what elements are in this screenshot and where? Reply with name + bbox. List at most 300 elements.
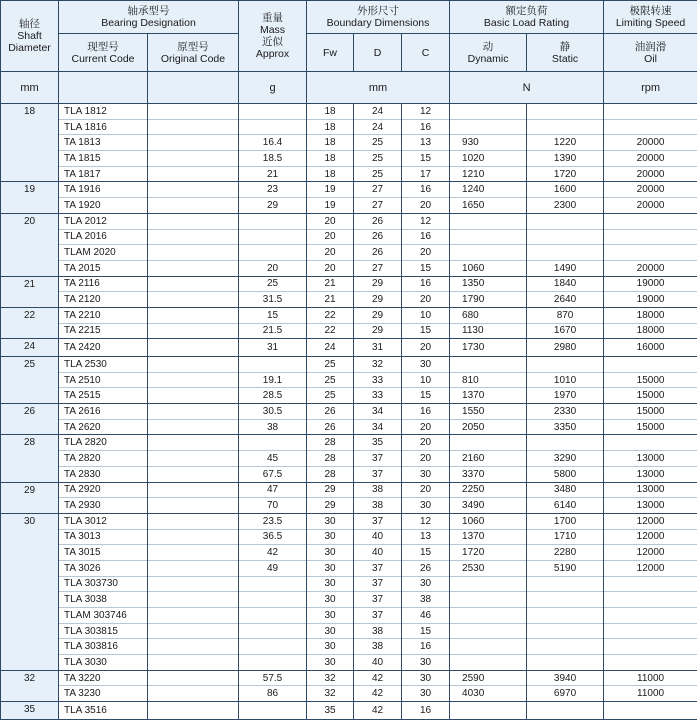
mass-cell: 20 <box>239 260 307 276</box>
c-cell: 16 <box>402 229 450 245</box>
static-load-cell: 3940 <box>527 670 604 686</box>
fw-cell: 29 <box>307 498 354 514</box>
table-row <box>1 529 697 545</box>
static-load-cell <box>527 576 604 592</box>
mass-cell <box>239 119 307 135</box>
d-cell: 29 <box>354 292 402 308</box>
current-code-cell: TLA 2530 <box>59 357 148 373</box>
oil-speed-cell: 12000 <box>604 513 697 529</box>
mass-cell <box>239 702 307 720</box>
basic-load-rating-header <box>450 1 604 34</box>
mass-cell: 28.5 <box>239 388 307 404</box>
fw-cell: 35 <box>307 702 354 720</box>
table-row <box>1 151 697 167</box>
fw-cell: 32 <box>307 686 354 702</box>
original-code-cell <box>148 639 239 655</box>
table-row <box>1 339 697 357</box>
current-code-cell: TA 2420 <box>59 339 148 357</box>
c-cell: 12 <box>402 213 450 229</box>
fw-cell: 18 <box>307 119 354 135</box>
original-code-cell <box>148 323 239 339</box>
mass-cell <box>239 229 307 245</box>
dynamic-load-cell: 1550 <box>450 404 527 420</box>
mass-cell: 21 <box>239 166 307 182</box>
dynamic-load-cell <box>450 639 527 655</box>
shaft-diameter-cell: 30 <box>1 513 59 670</box>
static-load-cell: 2300 <box>527 198 604 214</box>
mass-cell: 47 <box>239 482 307 498</box>
dynamic-load-cell: 810 <box>450 372 527 388</box>
mass-cell <box>239 592 307 608</box>
designation-header-cn: 轴承型号 <box>59 5 238 17</box>
original-code-cell <box>148 404 239 420</box>
static-load-cell: 5800 <box>527 466 604 482</box>
c-cell: 20 <box>402 245 450 261</box>
original-code-cell <box>148 686 239 702</box>
c-cell: 17 <box>402 166 450 182</box>
oil-speed-cell: 11000 <box>604 670 697 686</box>
static-load-cell: 1720 <box>527 166 604 182</box>
table-body <box>1 104 697 720</box>
c-cell: 12 <box>402 513 450 529</box>
oil-speed-cell <box>604 119 697 135</box>
d-cell: 37 <box>354 466 402 482</box>
table-row <box>1 623 697 639</box>
c-cell: 20 <box>402 482 450 498</box>
original-code-cell <box>148 166 239 182</box>
c-cell: 15 <box>402 323 450 339</box>
mass-cell: 38 <box>239 419 307 435</box>
table-row <box>1 451 697 467</box>
dynamic-load-cell <box>450 702 527 720</box>
original-code-header <box>148 34 239 72</box>
shaft-diameter-cell: 20 <box>1 213 59 276</box>
fw-cell: 30 <box>307 608 354 624</box>
fw-cell: 20 <box>307 213 354 229</box>
table-row <box>1 213 697 229</box>
c-cell: 26 <box>402 560 450 576</box>
fw-cell: 18 <box>307 104 354 120</box>
oil-speed-cell: 13000 <box>604 482 697 498</box>
mass-cell <box>239 623 307 639</box>
current-code-cell: TA 3013 <box>59 529 148 545</box>
oil-speed-cell: 18000 <box>604 307 697 323</box>
current-code-cell: TA 2510 <box>59 372 148 388</box>
mass-cell: 18.5 <box>239 151 307 167</box>
mass-cell <box>239 104 307 120</box>
table-row <box>1 357 697 373</box>
original-code-cell <box>148 592 239 608</box>
c-cell: 30 <box>402 686 450 702</box>
static-load-cell: 1010 <box>527 372 604 388</box>
dynamic-load-cell <box>450 104 527 120</box>
d-cell: 26 <box>354 213 402 229</box>
speed-header-cn: 极限转速 <box>604 5 697 17</box>
c-cell: 30 <box>402 498 450 514</box>
dynamic-load-cell <box>450 357 527 373</box>
d-cell: 25 <box>354 166 402 182</box>
mass-cell: 23 <box>239 182 307 198</box>
mass-cell <box>239 435 307 451</box>
original-code-cell <box>148 213 239 229</box>
table-row <box>1 560 697 576</box>
c-cell: 16 <box>402 119 450 135</box>
dynamic-load-cell: 1020 <box>450 151 527 167</box>
shaft-diameter-cell: 24 <box>1 339 59 357</box>
mass-cell: 31 <box>239 339 307 357</box>
current-code-cell: TA 3026 <box>59 560 148 576</box>
current-code-cell: TA 1817 <box>59 166 148 182</box>
original-code-cell <box>148 388 239 404</box>
mass-cell: 67.5 <box>239 466 307 482</box>
shaft-diameter-cell: 21 <box>1 276 59 307</box>
boundary-unit: mm <box>307 72 450 104</box>
oil-speed-cell: 13000 <box>604 466 697 482</box>
static-load-cell: 1700 <box>527 513 604 529</box>
table-row <box>1 608 697 624</box>
static-load-cell: 1390 <box>527 151 604 167</box>
mass-cell <box>239 245 307 261</box>
table-row <box>1 229 697 245</box>
d-cell: 26 <box>354 245 402 261</box>
current-code-cell: TA 1920 <box>59 198 148 214</box>
original-code-cell <box>148 451 239 467</box>
fw-cell: 24 <box>307 339 354 357</box>
static-load-cell: 1710 <box>527 529 604 545</box>
table-row <box>1 686 697 702</box>
c-cell: 20 <box>402 198 450 214</box>
table-row <box>1 655 697 671</box>
dynamic-load-cell: 930 <box>450 135 527 151</box>
original-header-en: Original Code <box>148 53 238 65</box>
table-row <box>1 513 697 529</box>
static-load-cell <box>527 608 604 624</box>
original-code-cell <box>148 482 239 498</box>
d-cell: 37 <box>354 576 402 592</box>
original-code-cell <box>148 498 239 514</box>
static-load-cell: 1840 <box>527 276 604 292</box>
current-code-cell: TLA 2820 <box>59 435 148 451</box>
table-header <box>1 1 697 104</box>
static-load-cell <box>527 623 604 639</box>
d-cell: 24 <box>354 104 402 120</box>
dynamic-header-en: Dynamic <box>450 53 526 65</box>
current-code-cell: TA 2210 <box>59 307 148 323</box>
original-code-cell <box>148 229 239 245</box>
table-row <box>1 104 697 120</box>
mass-cell: 21.5 <box>239 323 307 339</box>
original-code-cell <box>148 104 239 120</box>
fw-cell: 30 <box>307 560 354 576</box>
oil-header-en: Oil <box>604 53 697 65</box>
dynamic-load-cell: 1730 <box>450 339 527 357</box>
fw-cell: 20 <box>307 245 354 261</box>
original-code-cell <box>148 545 239 561</box>
fw-cell: 28 <box>307 466 354 482</box>
d-cell: 37 <box>354 513 402 529</box>
shaft-diameter-cell: 29 <box>1 482 59 513</box>
boundary-dimensions-header <box>307 1 450 34</box>
static-load-cell: 2640 <box>527 292 604 308</box>
static-load-cell: 2280 <box>527 545 604 561</box>
oil-speed-cell: 20000 <box>604 260 697 276</box>
table-row <box>1 276 697 292</box>
dynamic-load-cell <box>450 229 527 245</box>
table-row <box>1 592 697 608</box>
d-cell: 40 <box>354 529 402 545</box>
d-cell: 26 <box>354 229 402 245</box>
current-code-cell: TA 2120 <box>59 292 148 308</box>
oil-speed-cell <box>604 229 697 245</box>
mass-cell: 29 <box>239 198 307 214</box>
fw-cell: 19 <box>307 182 354 198</box>
dynamic-header <box>450 34 527 72</box>
current-code-cell: TA 2920 <box>59 482 148 498</box>
oil-speed-cell: 18000 <box>604 323 697 339</box>
static-load-cell: 1670 <box>527 323 604 339</box>
original-code-cell <box>148 560 239 576</box>
d-cell: 29 <box>354 276 402 292</box>
limiting-speed-header <box>604 1 697 34</box>
static-load-cell <box>527 213 604 229</box>
original-code-cell <box>148 307 239 323</box>
current-code-cell: TLAM 303746 <box>59 608 148 624</box>
dynamic-load-cell <box>450 576 527 592</box>
d-cell: 27 <box>354 260 402 276</box>
fw-cell: 26 <box>307 404 354 420</box>
d-cell: 29 <box>354 323 402 339</box>
current-code-cell: TLA 303815 <box>59 623 148 639</box>
fw-cell: 28 <box>307 435 354 451</box>
table-row <box>1 166 697 182</box>
original-code-cell <box>148 435 239 451</box>
d-cell: 42 <box>354 670 402 686</box>
fw-cell: 26 <box>307 419 354 435</box>
c-cell: 20 <box>402 292 450 308</box>
dynamic-load-cell: 3370 <box>450 466 527 482</box>
original-code-cell <box>148 513 239 529</box>
table-row <box>1 388 697 404</box>
d-cell: 34 <box>354 419 402 435</box>
table-row <box>1 260 697 276</box>
mass-cell: 57.5 <box>239 670 307 686</box>
mass-unit: g <box>239 72 307 104</box>
static-load-cell: 1220 <box>527 135 604 151</box>
current-code-cell: TA 2116 <box>59 276 148 292</box>
c-cell: 15 <box>402 151 450 167</box>
c-cell: 20 <box>402 339 450 357</box>
static-load-cell <box>527 357 604 373</box>
oil-speed-cell <box>604 702 697 720</box>
original-code-cell <box>148 276 239 292</box>
mass-cell: 25 <box>239 276 307 292</box>
table-row <box>1 198 697 214</box>
current-code-cell: TA 2015 <box>59 260 148 276</box>
d-cell: 33 <box>354 388 402 404</box>
dynamic-load-cell: 2250 <box>450 482 527 498</box>
static-load-cell <box>527 639 604 655</box>
static-load-cell <box>527 702 604 720</box>
table-row <box>1 435 697 451</box>
oil-speed-cell: 13000 <box>604 498 697 514</box>
mass-header-en1: Mass <box>239 24 306 36</box>
dynamic-load-cell: 680 <box>450 307 527 323</box>
dynamic-load-cell: 3490 <box>450 498 527 514</box>
c-cell: 16 <box>402 404 450 420</box>
d-cell: 38 <box>354 623 402 639</box>
shaft-diameter-cell: 35 <box>1 702 59 720</box>
oil-speed-cell: 13000 <box>604 451 697 467</box>
oil-speed-cell: 16000 <box>604 339 697 357</box>
mass-cell: 19.1 <box>239 372 307 388</box>
mass-cell: 70 <box>239 498 307 514</box>
c-cell: 20 <box>402 451 450 467</box>
fw-cell: 30 <box>307 529 354 545</box>
oil-speed-cell <box>604 623 697 639</box>
table-row <box>1 119 697 135</box>
mass-cell: 30.5 <box>239 404 307 420</box>
shaft-header-cn: 轴径 <box>1 18 58 30</box>
oil-speed-cell: 20000 <box>604 198 697 214</box>
oil-speed-cell <box>604 245 697 261</box>
dynamic-load-cell <box>450 608 527 624</box>
d-cell: 37 <box>354 560 402 576</box>
d-cell: 38 <box>354 482 402 498</box>
dynamic-load-cell: 4030 <box>450 686 527 702</box>
c-cell: 30 <box>402 576 450 592</box>
fw-cell: 22 <box>307 323 354 339</box>
dynamic-load-cell: 1240 <box>450 182 527 198</box>
oil-header-cn: 油润滑 <box>604 41 697 53</box>
shaft-header-en1: Shaft <box>1 30 58 42</box>
c-cell: 10 <box>402 307 450 323</box>
d-cell: 24 <box>354 119 402 135</box>
static-header <box>527 34 604 72</box>
c-cell: 20 <box>402 419 450 435</box>
c-cell: 16 <box>402 182 450 198</box>
current-code-cell: TA 3220 <box>59 670 148 686</box>
fw-cell: 30 <box>307 545 354 561</box>
d-cell: 31 <box>354 339 402 357</box>
table-row <box>1 245 697 261</box>
current-code-cell: TLA 3038 <box>59 592 148 608</box>
d-header: D <box>354 34 402 72</box>
dynamic-load-cell <box>450 213 527 229</box>
c-cell: 30 <box>402 466 450 482</box>
oil-speed-cell <box>604 639 697 655</box>
fw-cell: 19 <box>307 198 354 214</box>
current-code-cell: TLA 3030 <box>59 655 148 671</box>
c-cell: 16 <box>402 276 450 292</box>
d-cell: 27 <box>354 198 402 214</box>
oil-speed-cell <box>604 655 697 671</box>
dynamic-load-cell <box>450 435 527 451</box>
fw-cell: 25 <box>307 388 354 404</box>
mass-header-cn: 重量 <box>239 12 306 24</box>
d-cell: 25 <box>354 151 402 167</box>
original-code-cell <box>148 608 239 624</box>
c-cell: 16 <box>402 702 450 720</box>
table-row <box>1 545 697 561</box>
dynamic-load-cell: 1370 <box>450 388 527 404</box>
original-header-cn: 原型号 <box>148 41 238 53</box>
oil-header <box>604 34 697 72</box>
c-cell: 30 <box>402 357 450 373</box>
static-load-cell: 5190 <box>527 560 604 576</box>
current-unit-cell <box>59 72 148 104</box>
d-cell: 34 <box>354 404 402 420</box>
oil-speed-cell: 12000 <box>604 560 697 576</box>
d-cell: 27 <box>354 182 402 198</box>
mass-cell: 45 <box>239 451 307 467</box>
oil-speed-cell: 15000 <box>604 372 697 388</box>
d-cell: 35 <box>354 435 402 451</box>
mass-cell: 16.4 <box>239 135 307 151</box>
boundary-header-en: Boundary Dimensions <box>307 17 449 29</box>
current-code-cell: TLAM 2020 <box>59 245 148 261</box>
static-header-cn: 静 <box>527 41 603 53</box>
dynamic-load-cell: 1130 <box>450 323 527 339</box>
designation-header-en: Bearing Designation <box>59 17 238 29</box>
dynamic-load-cell: 1060 <box>450 260 527 276</box>
static-load-cell <box>527 245 604 261</box>
static-load-cell: 1490 <box>527 260 604 276</box>
current-header-en: Current Code <box>59 53 147 65</box>
current-code-cell: TLA 303730 <box>59 576 148 592</box>
mass-cell <box>239 608 307 624</box>
oil-speed-cell <box>604 576 697 592</box>
current-code-cell: TA 2616 <box>59 404 148 420</box>
dynamic-load-cell <box>450 245 527 261</box>
c-cell: 13 <box>402 529 450 545</box>
bearing-designation-header <box>59 1 239 34</box>
oil-speed-cell <box>604 357 697 373</box>
static-load-cell <box>527 104 604 120</box>
original-code-cell <box>148 529 239 545</box>
static-load-cell: 2330 <box>527 404 604 420</box>
static-load-cell: 870 <box>527 307 604 323</box>
oil-speed-cell: 15000 <box>604 419 697 435</box>
original-unit-cell <box>148 72 239 104</box>
c-cell: 30 <box>402 655 450 671</box>
static-load-cell: 6970 <box>527 686 604 702</box>
fw-cell: 25 <box>307 372 354 388</box>
original-code-cell <box>148 670 239 686</box>
original-code-cell <box>148 372 239 388</box>
original-code-cell <box>148 419 239 435</box>
table-row <box>1 670 697 686</box>
d-cell: 37 <box>354 451 402 467</box>
fw-cell: 20 <box>307 260 354 276</box>
dynamic-load-cell: 2590 <box>450 670 527 686</box>
static-load-cell <box>527 435 604 451</box>
original-code-cell <box>148 292 239 308</box>
current-code-cell: TLA 3012 <box>59 513 148 529</box>
current-code-cell: TA 1813 <box>59 135 148 151</box>
d-cell: 25 <box>354 135 402 151</box>
mass-cell <box>239 655 307 671</box>
dynamic-load-cell: 2530 <box>450 560 527 576</box>
fw-cell: 21 <box>307 292 354 308</box>
oil-speed-cell: 12000 <box>604 545 697 561</box>
c-cell: 13 <box>402 135 450 151</box>
fw-cell: 22 <box>307 307 354 323</box>
dynamic-load-cell <box>450 592 527 608</box>
current-code-cell: TA 2515 <box>59 388 148 404</box>
shaft-diameter-cell: 32 <box>1 670 59 701</box>
d-cell: 38 <box>354 639 402 655</box>
oil-speed-cell <box>604 435 697 451</box>
